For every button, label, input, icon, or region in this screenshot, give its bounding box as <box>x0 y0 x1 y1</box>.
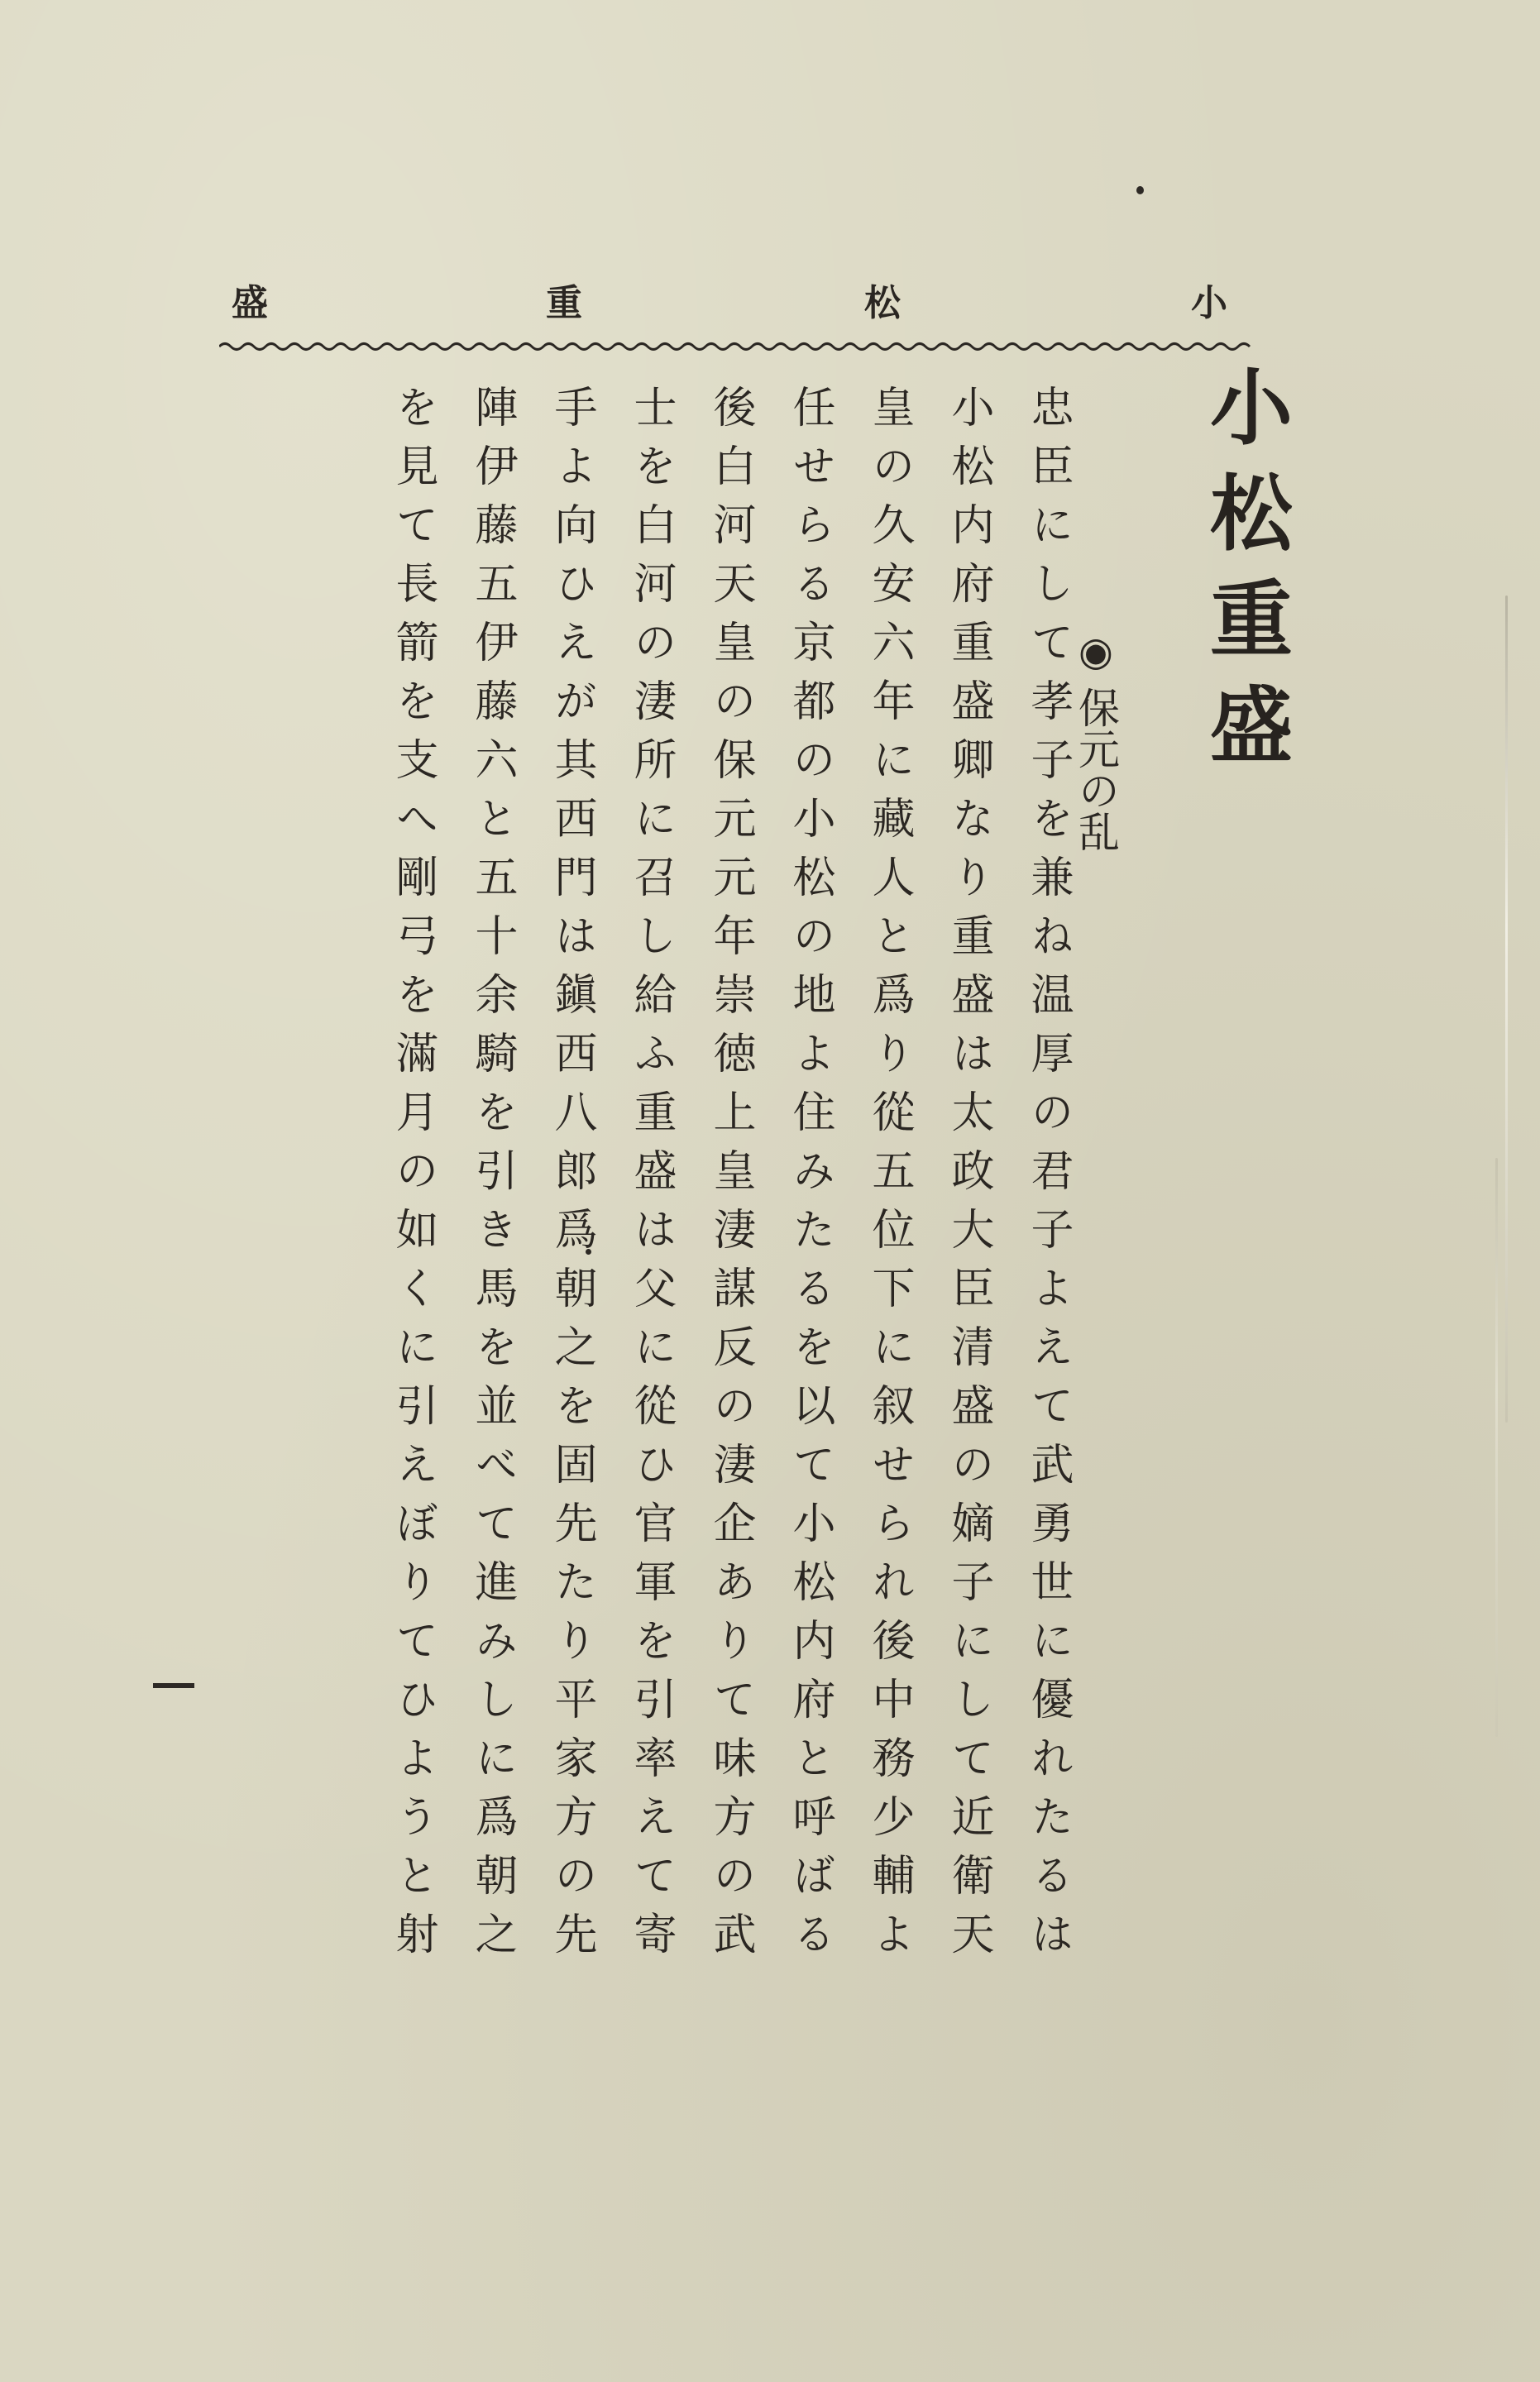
text-column: 手よ向ひえが其西門は鎭西八郎爲朝之を固先たり平家方の先 <box>547 385 596 1970</box>
text-column: 忠臣にして孝子を兼ね温厚の君子よえて武勇世に優れたるは <box>1023 385 1073 1970</box>
binding-thread-shadow <box>1495 1158 1498 1737</box>
chapter-title: 小松重盛 <box>1196 364 1294 787</box>
text-column: 小松内府重盛卿なり重盛は太政大臣清盛の嫡子にして近衛天 <box>944 385 993 1970</box>
binding-thread <box>1505 596 1508 1423</box>
header-rule <box>219 339 1257 354</box>
section-bullet-icon: ◉ <box>1073 629 1119 675</box>
text-column: 後白河天皇の保元元年崇徳上皇淒謀反の淒企ありて味方の武 <box>705 385 755 1970</box>
running-header <box>223 273 1253 323</box>
text-column: 士を白河の淒所に召し給ふ重盛は父に從ひ官軍を引率えて寄 <box>626 385 676 1970</box>
text-column: 任せらる京都の小松の地よ住みたるを以て小松内府と呼ばる <box>785 385 835 1970</box>
running-header-char: 松 <box>864 282 901 324</box>
body-text <box>211 385 1088 2171</box>
text-column: 皇の久安六年に藏人と爲り從五位下に叙せられ後中務少輔よ <box>864 385 914 1970</box>
running-header-char: 小 <box>1191 282 1227 324</box>
running-header-char: 重 <box>546 282 582 324</box>
running-header-char: 盛 <box>232 282 268 324</box>
ink-speck <box>1136 186 1144 194</box>
text-column: を見て長箭を支へ剛弓を滿月の如くに引えぼりてひようと射 <box>388 385 438 1970</box>
section-heading-text: 保元の乱 <box>1072 686 1120 852</box>
text-column: 陣伊藤五伊藤六と五十余騎を引き馬を並べて進みしに爲朝之 <box>467 385 517 1970</box>
page-number <box>153 1683 194 1688</box>
